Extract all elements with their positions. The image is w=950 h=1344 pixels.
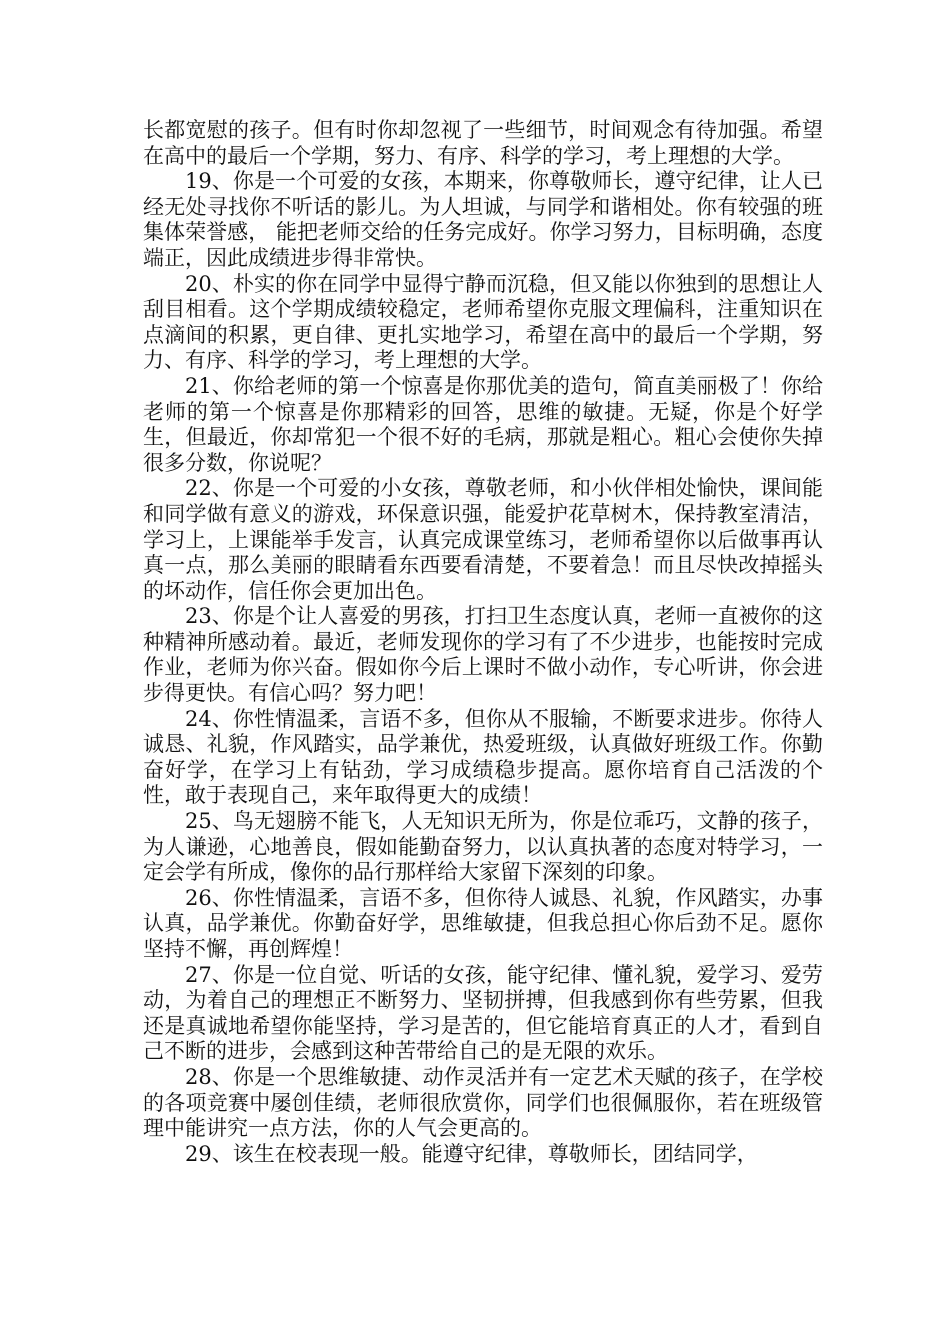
paragraph-20: 20、朴实的你在同学中显得宁静而沉稳，但又能以你独到的思想让人刮目相看。这个学期成绩较稳定，老师希望你克服文理偏科，注重知识在点滴间的积累，更自律、更扎实地学习，希望在高中的最后一个学期，努力、有序、科学的学习，考上理想的大学。 (143, 271, 823, 373)
paragraph-continuation: 长都宽慰的孩子。但有时你却忽视了一些细节，时间观念有待加强。希望在高中的最后一个学期，努力、有序、科学的学习，考上理想的大学。 (143, 118, 823, 168)
paragraph-27: 27、你是一位自觉、听话的女孩，能守纪律、懂礼貌，爱学习、爱劳动，为着自己的理想正不断努力、坚韧拼搏，但我感到你有些劳累，但我还是真诚地希望你能坚持，学习是苦的，但它能培育真正的人才，看到自己不断的进步，会感到这种苦带给自己的是无限的欢乐。 (143, 962, 823, 1064)
paragraph-29: 29、该生在校表现一般。能遵守纪律，尊敬师长，团结同学， (185, 1141, 758, 1166)
document-page (143, 118, 823, 1167)
paragraph-28: 28、你是一个思维敏捷、动作灵活并有一定艺术天赋的孩子，在学校的各项竞赛中屡创佳绩，老师很欣赏你，同学们也很佩服你，若在班级管理中能讲究一点方法，你的人气会更高的。 (143, 1064, 823, 1141)
paragraph-26: 26、你性情温柔，言语不多，但你待人诚恳、礼貌，作风踏实，办事认真，品学兼优。你勤奋好学，思维敏捷，但我总担心你后劲不足。愿你坚持不懈，再创辉煌！ (143, 885, 823, 961)
paragraph-25: 25、鸟无翅膀不能飞，人无知识无所为，你是位乖巧，文静的孩子，为人谦逊，心地善良，假如能勤奋努力，以认真执著的态度对特学习，一定会学有所成，像你的品行那样给大家留下深刻的印象。 (143, 809, 823, 885)
paragraph-19: 19、你是一个可爱的女孩，本期来，你尊敬师长，遵守纪律，让人已经无处寻找你不听话的影儿。为人坦诚，与同学和谐相处。你有较强的班集体荣誉感， 能把老师交给的任务完成好。你学习努力，目标明确，态度端正，因此成绩进步得非常快。 (143, 169, 823, 270)
paragraph-22: 22、你是一个可爱的小女孩，尊敬老师，和小伙伴相处愉快，课间能和同学做有意义的游戏，环保意识强，能爱护花草树木，保持教室清洁，学习上，上课能举手发言，认真完成课堂练习，老师希望你以后做事再认真一点，那么美丽的眼睛看东西要看清楚，不要着急！而且尽快改掉摇头的坏动作，信任你会更加出色。 (143, 476, 823, 603)
paragraph-21: 21、你给老师的第一个惊喜是你那优美的造句，简直美丽极了！你给老师的第一个惊喜是你那精彩的回答，思维的敏捷。无疑，你是个好学生，但最近，你却常犯一个很不好的毛病，那就是粗心。粗心会使你失掉很多分数，你说呢？ (143, 373, 823, 475)
paragraph-23: 23、你是个让人喜爱的男孩，打扫卫生态度认真，老师一直被你的这种精神所感动着。最近，老师发现你的学习有了不少进步，也能按时完成作业，老师为你兴奋。假如你今后上课时不做小动作，专心听讲，你会进步得更快。有信心吗？努力吧！ (143, 604, 823, 706)
paragraph-24: 24、你性情温柔，言语不多，但你从不服输，不断要求进步。你待人诚恳、礼貌，作风踏实，品学兼优，热爱班级，认真做好班级工作。你勤奋好学，在学习上有钻劲，学习成绩稳步提高。愿你培育自己活泼的个性，敢于表现自己，来年取得更大的成绩！ (143, 706, 823, 808)
